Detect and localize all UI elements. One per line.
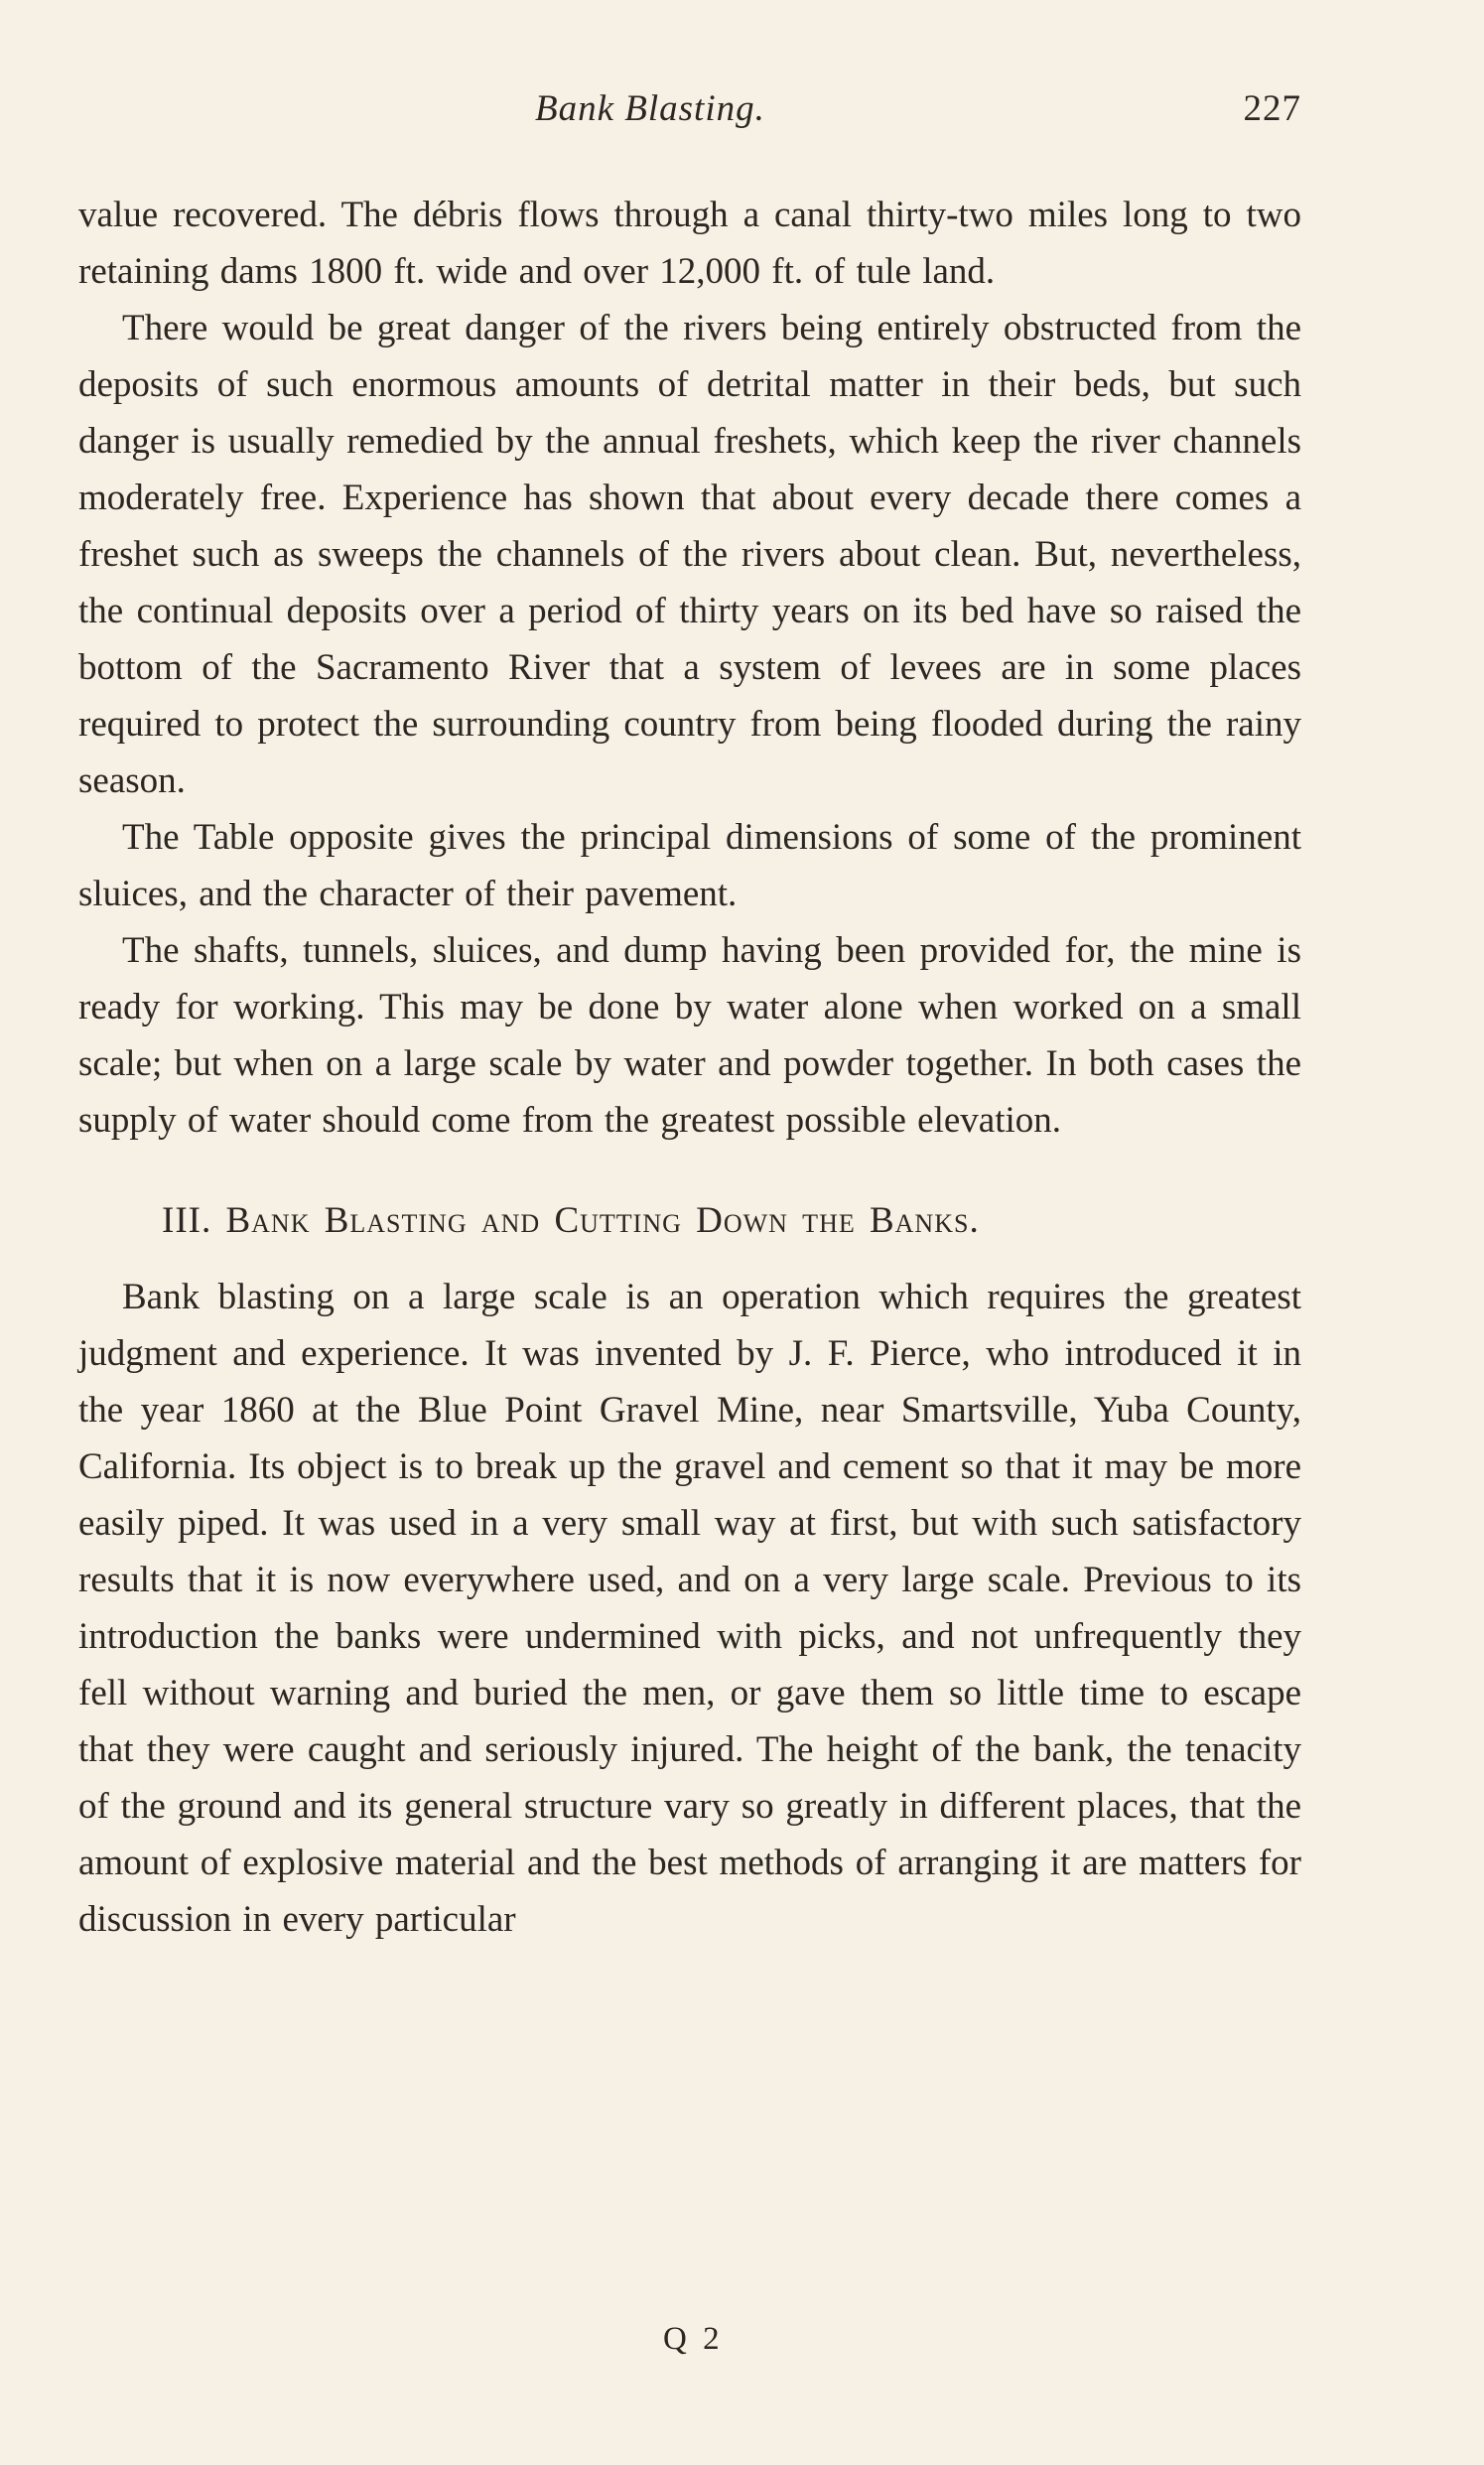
body-text [78, 187, 1301, 1948]
paragraph-working: The shafts, tunnels, sluices, and dump having been provided for, the mine is ready for working. This may be done by water alone when worked on a small scale; but when on a large scale by water and powder together. In both cases the supply of water should come from the greatest possible elevation. [78, 930, 1301, 1141]
paragraph-bank-blasting: Bank blasting on a large scale is an operation which requires the greatest judgment and experience. It was invented by J. F. Pierce, who introduced it in the year 1860 at the Blue Point Gravel Mine, near Smartsville, Yuba County, California. Its object is to break up the gravel and cement so that it may be more easily piped. It was used in a very small way at first, but with such satisfactory results that it is now everywhere used, and on a very large scale. Previous to its introduction the banks were undermined with picks, and not unfrequently they fell without warning and buried the men, or gave them so little time to escape that they were caught and seriously injured. The height of the bank, the tenacity of the ground and its general structure vary so greatly in different places, that the amount of explosive material and the best methods of arranging it are matters for discussion in every particular [78, 1277, 1301, 1940]
paragraph-rivers: There would be great danger of the rivers being entirely obstructed from the deposits of such enormous amounts of detrital matter in their beds, but such danger is usually remedied by the annual freshets, which keep the river channels moderately free. Experience has shown that about every decade there comes a freshet such as sweeps the channels of the rivers about clean. But, nevertheless, the continual deposits over a period of thirty years on its bed have so raised the bottom of the Sacramento River that a system of levees are in some places required to protect the surrounding country from being flooded during the rainy season. [78, 308, 1301, 801]
paragraph-continued: value recovered. The débris flows through a canal thirty-two miles long to two retaining dams 1800 ft. wide and over 12,000 ft. of tule land. [78, 195, 1301, 292]
running-head [78, 79, 1301, 139]
signature-mark: Q 2 [663, 2321, 724, 2357]
page-number: 227 [1243, 88, 1301, 129]
section-heading: III. Bank Blasting and Cutting Down the Banks. [162, 1200, 980, 1241]
paragraph-table-reference: The Table opposite gives the principal dimensions of some of the prominent sluices, and the character of their pavement. [78, 817, 1301, 914]
book-page [78, 79, 1301, 1948]
running-title: Bank Blasting. [535, 88, 765, 129]
